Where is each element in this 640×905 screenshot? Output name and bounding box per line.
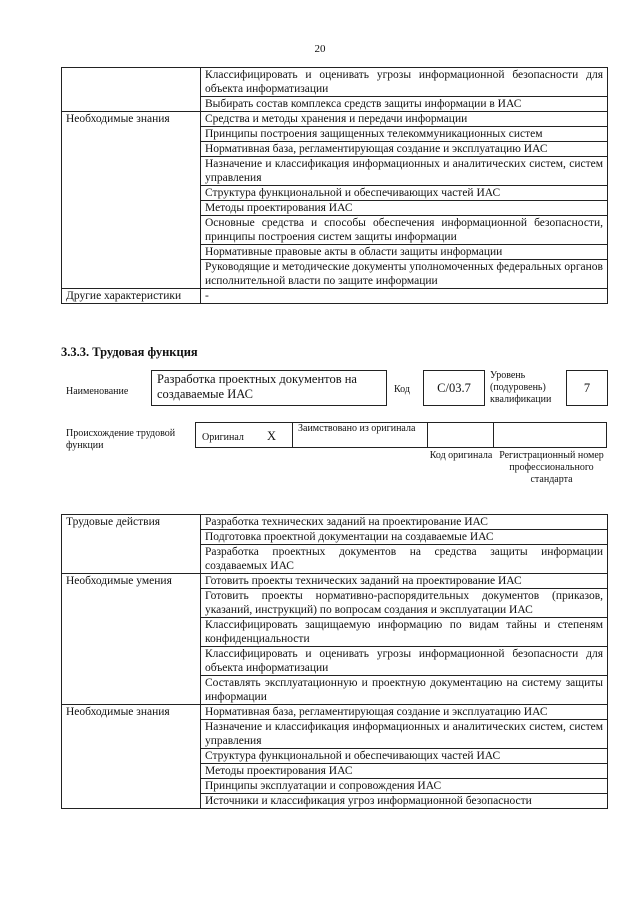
row-item: Назначение и классификация информационных и аналитических систем, систем управления	[201, 157, 608, 186]
row-label: Необходимые умения	[62, 574, 201, 705]
labor-function-table	[61, 514, 608, 809]
row-item: -	[201, 289, 608, 304]
row-item: Источники и классификация угроз информационной безопасности	[201, 794, 608, 809]
original-mark: X	[267, 429, 277, 443]
row-label: Необходимые знания	[62, 112, 201, 289]
row-item: Выбирать состав комплекса средств защиты информации в ИАС	[201, 97, 608, 112]
level-value: 7	[583, 380, 591, 395]
function-code-box	[423, 370, 485, 406]
row-item: Методы проектирования ИАС	[201, 764, 608, 779]
row-item: Классифицировать и оценивать угрозы информационной безопасности для объекта информатизации	[201, 647, 608, 676]
row-item: Средства и методы хранения и передачи информации	[201, 112, 608, 127]
origin-label: Происхождение трудовой функции	[66, 428, 176, 451]
row-label: Необходимые знания	[62, 705, 201, 809]
row-item: Классифицировать защищаемую информацию по видам тайны и степеням конфиденциальности	[201, 618, 608, 647]
row-item: Принципы построения защищенных телекоммуникационных систем	[201, 127, 608, 142]
row-item: Разработка технических заданий на проектирование ИАС	[201, 515, 608, 530]
row-item: Руководящие и методические документы уполномоченных федеральных органов исполнительной власти по защите информации	[201, 260, 608, 289]
row-item: Нормативная база, регламентирующая создание и эксплуатацию ИАС	[201, 142, 608, 157]
row-item: Методы проектирования ИАС	[201, 201, 608, 216]
table-row	[62, 574, 608, 589]
name-label: Наименование	[66, 386, 129, 397]
row-label: Трудовые действия	[62, 515, 201, 574]
row-item: Структура функциональной и обеспечивающих частей ИАС	[201, 749, 608, 764]
row-item: Назначение и классификация информационных и аналитических систем, систем управления	[201, 720, 608, 749]
row-label: Другие характеристики	[62, 289, 201, 304]
borrowed-label: Заимствовано из оригинала	[298, 423, 416, 434]
row-item: Классифицировать и оценивать угрозы информационной безопасности для объекта информатизации	[201, 68, 608, 97]
row-item: Подготовка проектной документации на создаваемые ИАС	[201, 530, 608, 545]
function-name-box	[151, 370, 387, 406]
function-name-value: Разработка проектных документов на создаваемые ИАС	[157, 372, 357, 401]
origin-divider-2	[428, 422, 494, 448]
level-label: Уровень (подуровень) квалификации	[490, 370, 552, 405]
row-item: Нормативная база, регламентирующая создание и эксплуатацию ИАС	[201, 705, 608, 720]
knowledge-table-continued	[61, 67, 608, 304]
row-item: Готовить проекты нормативно-распорядительных документов (приказов, указаний, инструкций) по вопросам создания и эксплуатации ИАС	[201, 589, 608, 618]
table-row	[62, 112, 608, 127]
row-item: Готовить проекты технических заданий на проектирование ИАС	[201, 574, 608, 589]
row-item: Составлять эксплуатационную и проектную документацию на систему защиты информации	[201, 676, 608, 705]
page-number: 20	[314, 43, 326, 55]
code-original-label: Код оригинала	[429, 450, 493, 461]
row-item: Основные средства и способы обеспечения информационной безопасности, принципы построения систем защиты информации	[201, 216, 608, 245]
code-label: Код	[394, 384, 410, 395]
reg-number-label: Регистрационный номер профессионального стандарта	[499, 450, 604, 485]
row-item: Принципы эксплуатации и сопровождения ИАС	[201, 779, 608, 794]
function-code-value: C/03.7	[437, 380, 471, 395]
table-row	[62, 515, 608, 530]
table-row	[62, 705, 608, 720]
table-row	[62, 68, 608, 97]
row-item: Структура функциональной и обеспечивающих частей ИАС	[201, 186, 608, 201]
level-value-box	[566, 370, 608, 406]
row-item: Нормативные правовые акты в области защиты информации	[201, 245, 608, 260]
section-heading: 3.3.3. Трудовая функция	[61, 345, 198, 359]
table-row	[62, 289, 608, 304]
row-label	[62, 68, 201, 112]
original-label: Оригинал	[202, 432, 244, 443]
row-item: Разработка проектных документов на средства защиты информации создаваемых ИАС	[201, 545, 608, 574]
